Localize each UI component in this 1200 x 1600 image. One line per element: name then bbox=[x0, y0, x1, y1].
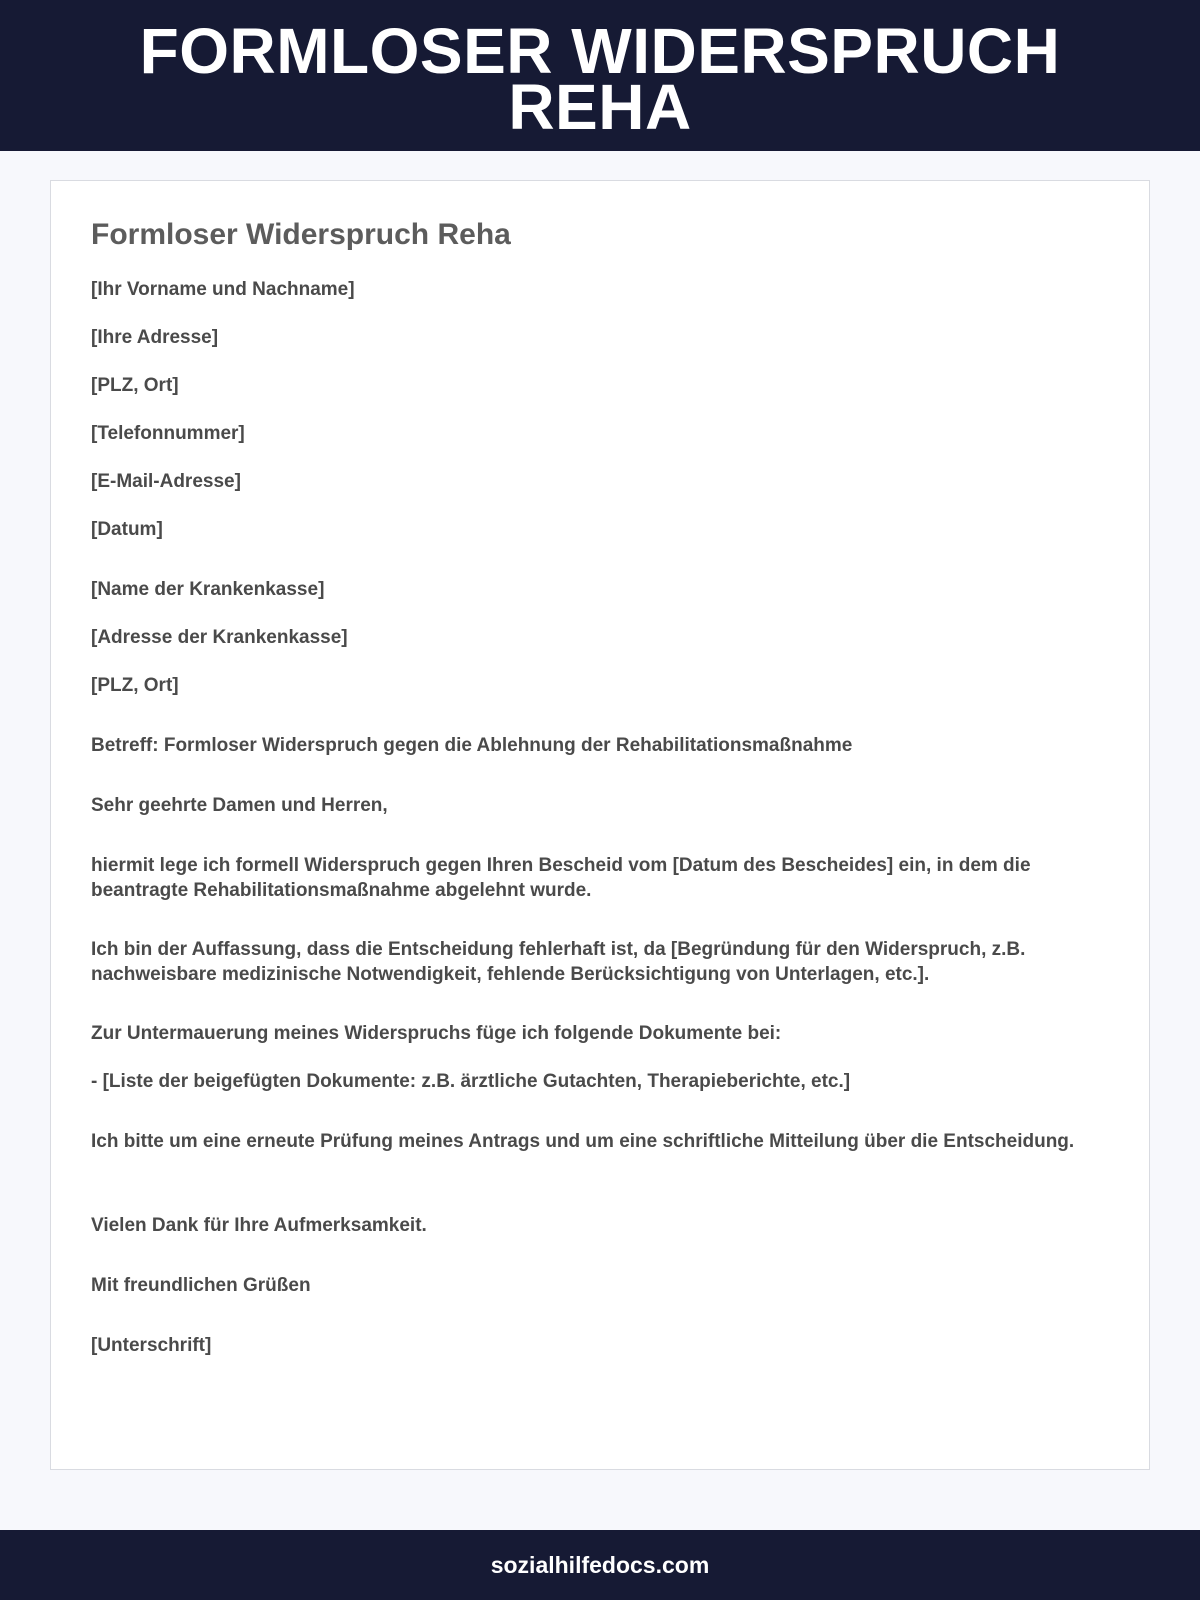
document-title: Formloser Widerspruch Reha bbox=[91, 218, 511, 251]
sender-email: [E-Mail-Adresse] bbox=[91, 471, 241, 492]
letter-card bbox=[50, 180, 1150, 1470]
recipient-city: [PLZ, Ort] bbox=[91, 675, 179, 696]
paragraph-reasoning: Ich bin der Auffassung, dass die Entscheidung fehlerhaft ist, da [Begründung für den Widerspruch, z.B. nachweisbare medizinische Notwendigkeit, fehlende Berücksichtigung von Unterlagen, etc.]. bbox=[91, 939, 1026, 985]
header-banner bbox=[0, 0, 1200, 151]
paragraph-request: Ich bitte um eine erneute Prüfung meines Antrags und um eine schriftliche Mitteilung über die Entscheidung. bbox=[91, 1131, 1075, 1152]
signature-placeholder: [Unterschrift] bbox=[91, 1335, 212, 1356]
sender-address: [Ihre Adresse] bbox=[91, 327, 219, 348]
banner-title: FORMLOSER WIDERSPRUCH REHA bbox=[139, 14, 1061, 143]
recipient-address: [Adresse der Krankenkasse] bbox=[91, 627, 348, 648]
sender-name: [Ihr Vorname und Nachname] bbox=[91, 279, 355, 300]
footer-site-name: sozialhilfedocs.com bbox=[490, 1551, 710, 1578]
paragraph-objection: hiermit lege ich formell Widerspruch gegen Ihren Bescheid vom [Datum des Bescheides] ein, in dem die beantragte Rehabilitationsmaßnahme abgelehnt wurde. bbox=[91, 855, 1031, 901]
paragraph-documents: Zur Untermauerung meines Widerspruchs füge ich folgende Dokumente bei: bbox=[91, 1023, 782, 1044]
footer-bar bbox=[0, 1530, 1200, 1600]
recipient-name: [Name der Krankenkasse] bbox=[91, 579, 325, 600]
salutation: Sehr geehrte Damen und Herren, bbox=[91, 795, 388, 816]
thanks-line: Vielen Dank für Ihre Aufmerksamkeit. bbox=[91, 1215, 427, 1236]
closing-line: Mit freundlichen Grüßen bbox=[91, 1275, 311, 1296]
sender-phone: [Telefonnummer] bbox=[91, 423, 245, 444]
sender-city: [PLZ, Ort] bbox=[91, 375, 179, 396]
letter-date: [Datum] bbox=[91, 519, 163, 540]
subject-line: Betreff: Formloser Widerspruch gegen die Ablehnung der Rehabilitationsmaßnahme bbox=[91, 735, 853, 756]
attachments-list: - [Liste der beigefügten Dokumente: z.B. ärztliche Gutachten, Therapieberichte, etc.] bbox=[91, 1071, 851, 1092]
